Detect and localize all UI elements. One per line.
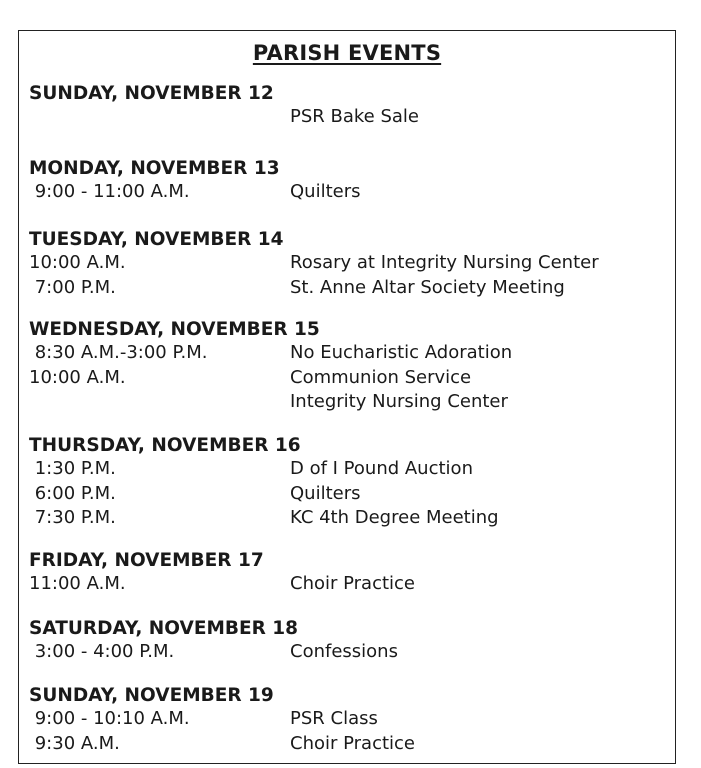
- day-block: [29, 319, 669, 415]
- event-name: KC 4th Degree Meeting: [290, 507, 499, 528]
- event-name: PSR Class: [290, 708, 378, 729]
- event-row: [29, 341, 669, 366]
- event-row: [29, 572, 669, 597]
- event-name: Rosary at Integrity Nursing Center: [290, 252, 599, 273]
- event-name: St. Anne Altar Society Meeting: [290, 276, 565, 298]
- event-row: [29, 707, 669, 732]
- event-row: [29, 251, 669, 276]
- day-block: [29, 158, 669, 205]
- event-time: 9:30 A.M.: [29, 732, 120, 754]
- event-time: 3:00 - 4:00 P.M.: [29, 641, 175, 662]
- event-time: 10:00 A.M.: [29, 252, 126, 273]
- event-row: [29, 640, 669, 665]
- day-block: [29, 618, 669, 665]
- day-header: WEDNESDAY, NOVEMBER 15: [29, 319, 320, 340]
- day-header: FRIDAY, NOVEMBER 17: [29, 550, 264, 571]
- event-row: [29, 105, 669, 130]
- event-name: Communion Service: [290, 366, 472, 388]
- day-header: SUNDAY, NOVEMBER 19: [29, 685, 274, 706]
- event-name: Confessions: [290, 641, 398, 662]
- event-time: 1:30 P.M.: [29, 458, 116, 479]
- event-row: [29, 732, 669, 757]
- day-header: SUNDAY, NOVEMBER 12: [29, 83, 274, 104]
- event-time: 7:30 P.M.: [29, 507, 116, 528]
- event-time: 10:00 A.M.: [29, 366, 126, 388]
- day-header: SATURDAY, NOVEMBER 18: [29, 618, 299, 639]
- event-row: [29, 506, 669, 531]
- event-name: PSR Bake Sale: [290, 106, 419, 127]
- event-row: [29, 366, 669, 391]
- day-block: [29, 685, 669, 756]
- day-header: TUESDAY, NOVEMBER 14: [29, 229, 284, 250]
- parish-events-box: [18, 30, 676, 764]
- day-block: [29, 435, 669, 531]
- event-name: Quilters: [290, 482, 361, 504]
- day-block: [29, 229, 669, 300]
- event-name: Choir Practice: [290, 732, 416, 754]
- event-row: [29, 276, 669, 301]
- event-time: 8:30 A.M.-3:00 P.M.: [29, 342, 208, 363]
- day-block: [29, 550, 669, 597]
- day-header: THURSDAY, NOVEMBER 16: [29, 435, 301, 456]
- event-name: Integrity Nursing Center: [290, 391, 508, 412]
- event-name: Quilters: [290, 181, 361, 202]
- event-name: No Eucharistic Adoration: [290, 342, 513, 363]
- day-block: [29, 83, 669, 130]
- event-time: 11:00 A.M.: [29, 573, 126, 594]
- event-time: 7:00 P.M.: [29, 276, 116, 298]
- event-row: [29, 180, 669, 205]
- event-row: [29, 482, 669, 507]
- page-title: PARISH EVENTS: [252, 41, 442, 65]
- event-time: 6:00 P.M.: [29, 482, 116, 504]
- event-row: [29, 457, 669, 482]
- event-name: D of I Pound Auction: [290, 458, 473, 479]
- event-row: [29, 390, 669, 415]
- event-time: 9:00 - 10:10 A.M.: [29, 708, 190, 729]
- event-time: 9:00 - 11:00 A.M.: [29, 181, 190, 202]
- event-name: Choir Practice: [290, 573, 416, 594]
- day-header: MONDAY, NOVEMBER 13: [29, 158, 280, 179]
